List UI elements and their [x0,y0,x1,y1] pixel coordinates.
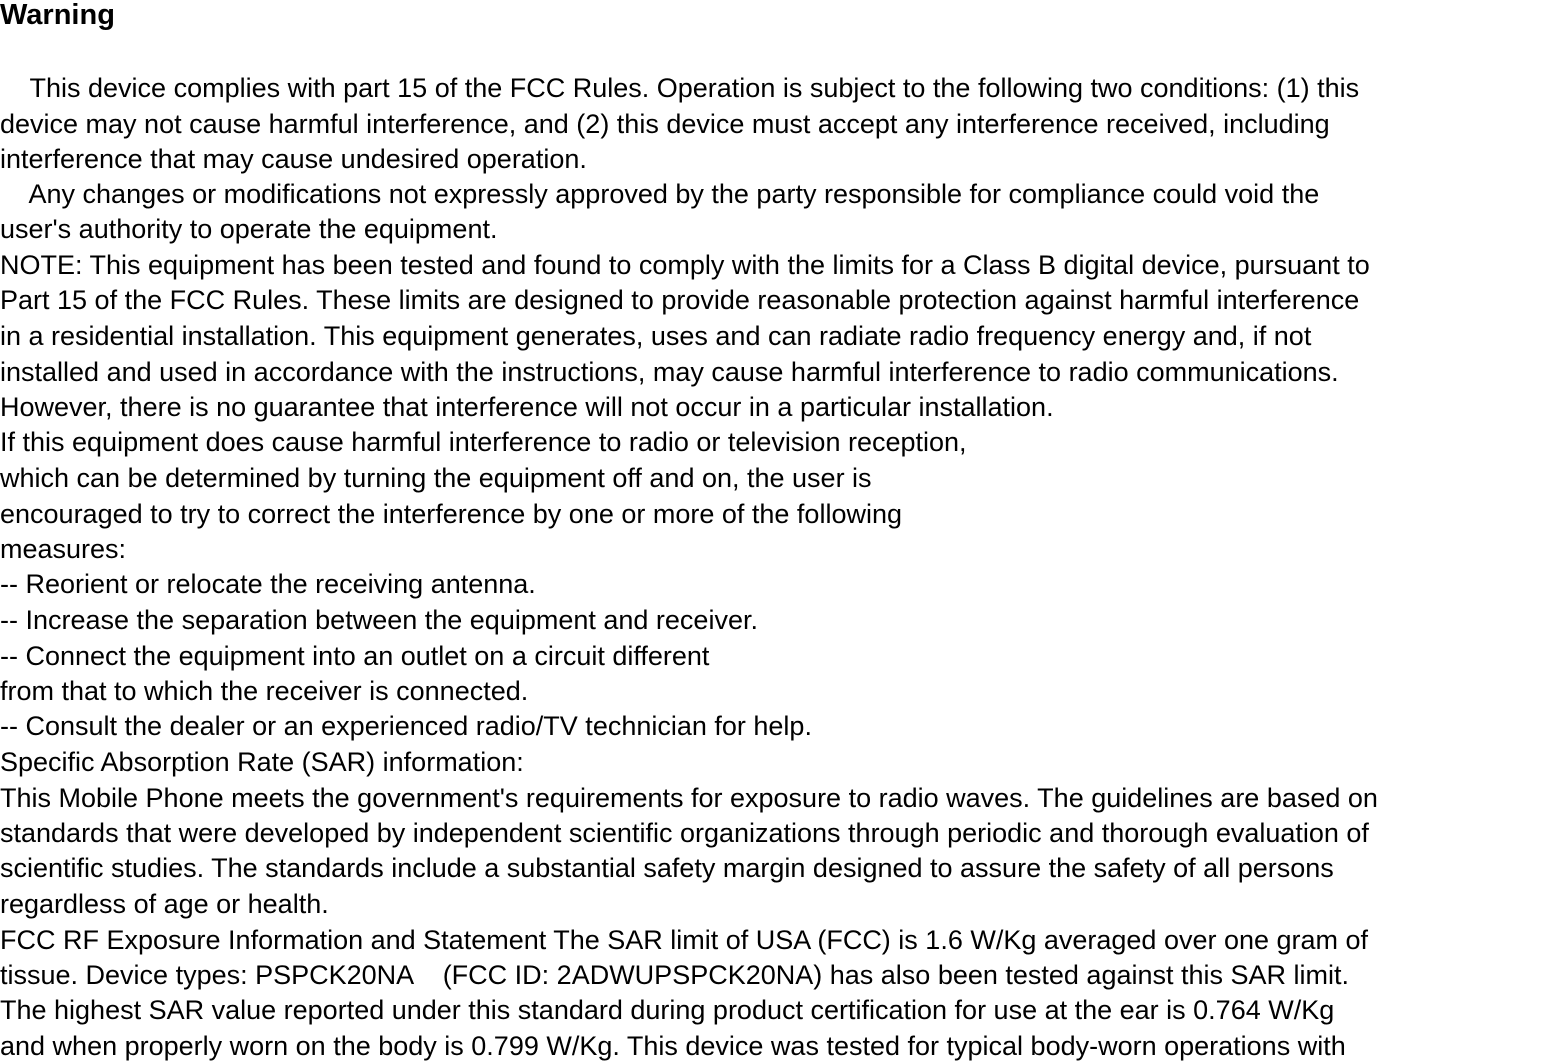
text-line: This Mobile Phone meets the government's requirements for exposure to radio waves. The guidelines are based on [0,783,1378,813]
text-line: -- Connect the equipment into an outlet on a circuit different [0,641,710,671]
text-line: -- Increase the separation between the equipment and receiver. [0,605,758,635]
text-line: device may not cause harmful interference, and (2) this device must accept any interference received, including [0,109,1330,139]
text-line: -- Reorient or relocate the receiving antenna. [0,569,536,599]
text-line: Any changes or modifications not expressly approved by the party responsible for compliance could void the [0,179,1320,209]
text-line: NOTE: This equipment has been tested and found to comply with the limits for a Class B digital device, pursuant to [0,250,1370,280]
text-line: If this equipment does cause harmful interference to radio or television reception, [0,427,967,457]
text-line: from that to which the receiver is connected. [0,676,529,706]
text-line: in a residential installation. This equipment generates, uses and can radiate radio frequency energy and, if not [0,321,1312,351]
text-line: tissue. Device types: PSPCK20NA (FCC ID: 2ADWUPSPCK20NA) has also been tested against this SAR limit. [0,960,1350,990]
text-line: measures: [0,534,127,564]
text-line: scientific studies. The standards include a substantial safety margin designed to assure the safety of all persons [0,853,1334,883]
text-line: regardless of age or health. [0,889,329,919]
text-line: This device complies with part 15 of the FCC Rules. Operation is subject to the following two conditions: (1) this [0,73,1360,103]
text-line: However, there is no guarantee that interference will not occur in a particular installation. [0,392,1054,422]
text-line: and when properly worn on the body is 0.799 W/Kg. This device was tested for typical body-worn operations with [0,1031,1346,1061]
warning-heading: Warning [0,0,115,31]
text-line: The highest SAR value reported under this standard during product certification for use at the ear is 0.764 W/Kg [0,995,1335,1025]
text-line: installed and used in accordance with the instructions, may cause harmful interference to radio communications. [0,357,1339,387]
text-line: standards that were developed by independent scientific organizations through periodic and thorough evaluation of [0,818,1369,848]
text-line: Part 15 of the FCC Rules. These limits are designed to provide reasonable protection against harmful interference [0,285,1360,315]
text-line: -- Consult the dealer or an experienced radio/TV technician for help. [0,711,812,741]
text-line: interference that may cause undesired operation. [0,144,587,174]
text-line: user's authority to operate the equipment. [0,214,498,244]
text-line: FCC RF Exposure Information and Statement The SAR limit of USA (FCC) is 1.6 W/Kg averaged over one gram of [0,925,1369,955]
text-line: Specific Absorption Rate (SAR) information: [0,747,524,777]
text-line: which can be determined by turning the equipment off and on, the user is [0,463,872,493]
text-line: encouraged to try to correct the interference by one or more of the following [0,499,902,529]
